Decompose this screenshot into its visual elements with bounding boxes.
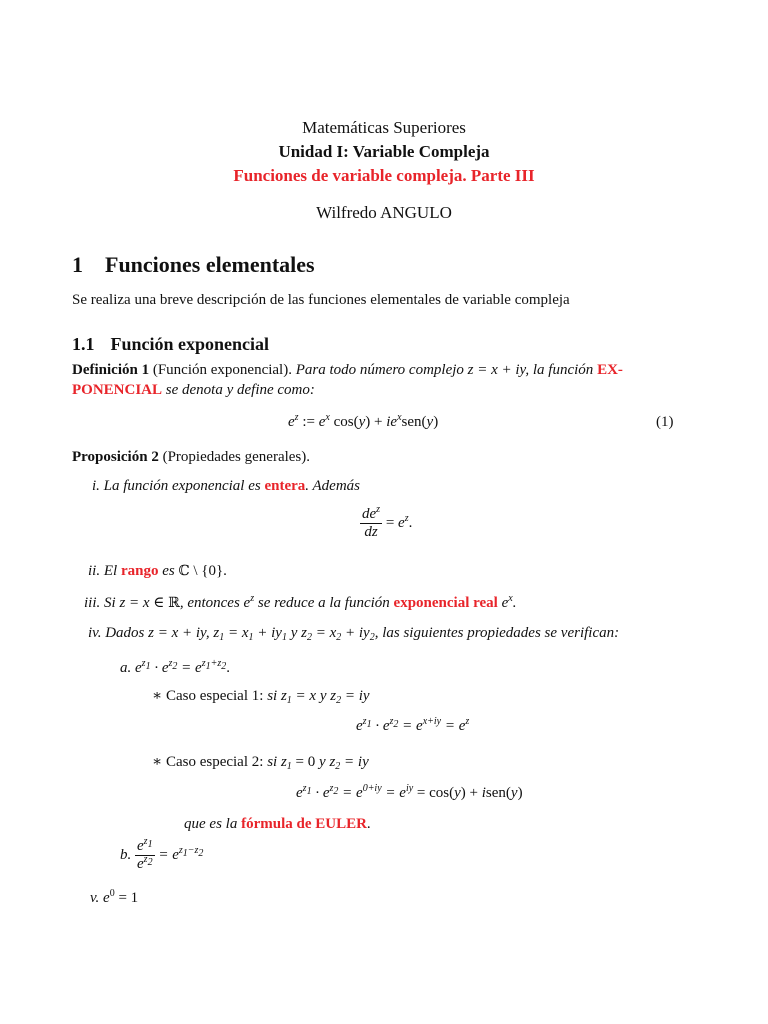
- item-i-text-b: . Además: [305, 478, 361, 494]
- item-ii-text-b: es: [162, 563, 175, 579]
- euler-line: que es la fórmula de EULER.: [184, 816, 371, 832]
- section-intro: Se realiza una breve descripción de las funciones elementales de variable compleja: [72, 292, 570, 308]
- special-case-1-y: y: [319, 688, 327, 704]
- special-case-2-equation: $e^{z_1} \cdot e^{z_2} = e^{0+iy} = e^{iy} = \cos(y)$ + isen(y): [296, 783, 523, 801]
- definition-highlight-1: EX-: [597, 362, 623, 378]
- item-i-text-a: La función exponencial es: [103, 478, 261, 494]
- proposition-heading: [72, 449, 310, 466]
- special-case-1-si: si: [267, 688, 278, 704]
- item-i-highlight: entera: [264, 478, 306, 494]
- special-case-2-y: y: [319, 754, 326, 770]
- item-i: [92, 478, 360, 495]
- item-iv-text-b: , las siguientes propiedades se verifican:: [374, 625, 620, 641]
- item-v-marker: v.: [90, 890, 100, 906]
- document-subtitle: Funciones de variable compleja. Parte III: [233, 166, 535, 185]
- item-i-marker: i.: [92, 478, 100, 494]
- special-case-2: ∗ Caso especial 2: si $z_1 = 0$ y $z_2$ = iy: [152, 754, 369, 772]
- item-ii-text-a: El: [103, 563, 118, 579]
- definition-text-a: Para todo número complejo: [295, 362, 464, 378]
- unit-title: Unidad I: Variable Compleja: [278, 142, 490, 161]
- math-z-def: z = x + iy: [467, 362, 526, 378]
- bullet-1: ∗: [152, 688, 163, 704]
- sub-item-b: b. $\frac{e^{z_1}}{e^{z_2}}$ = $e^{z_1-z_2}$: [120, 836, 204, 872]
- derivative-equation: $\frac{de^z}{dz}$ = $e^z$.: [362, 504, 413, 540]
- item-v: v. $e^0 = 1$: [90, 888, 139, 906]
- special-case-2-label: Caso especial 2:: [165, 754, 264, 770]
- definition-label: Definición 1: [72, 362, 150, 378]
- range-expression: ℂ \ {0}.: [178, 563, 227, 579]
- item-iii-text-c: se reduce a la función: [257, 595, 390, 611]
- item-ii: [88, 563, 227, 580]
- definition-paren: (Función exponencial).: [152, 362, 292, 378]
- item-iii-highlight: exponencial real: [393, 595, 498, 611]
- sub-item-a: a. $e^{z_1} \cdot e^{z_2} = e^{z_1+z_2}$.: [120, 658, 230, 676]
- item-iii: iii. Si z = x ∈ ℝ, entonces $e^z$ se reduce a la función exponencial real $e^x$.: [84, 593, 517, 611]
- course-title: Matemáticas Superiores: [302, 118, 466, 137]
- item-iv-marker: iv.: [88, 625, 102, 641]
- item-iii-text-b: , entonces: [179, 595, 240, 611]
- item-iv-text-a: Dados: [105, 625, 145, 641]
- sub-a-marker: a.: [120, 660, 132, 676]
- item-iii-text-a: Si: [104, 595, 116, 611]
- definition-line-2: [72, 382, 315, 399]
- item-iv-text-y: y: [290, 625, 298, 641]
- euler-text: que es la: [184, 816, 238, 832]
- proposition-paren: (Propiedades generales).: [162, 449, 311, 465]
- euler-highlight: fórmula de EULER: [241, 816, 367, 832]
- special-case-2-si: si: [267, 754, 278, 770]
- section-heading: [72, 252, 315, 278]
- section-number: 1: [72, 252, 83, 277]
- definition-highlight-2: PONENCIAL: [72, 382, 163, 398]
- proposition-label: Proposición 2: [72, 449, 159, 465]
- special-case-1-equation: $e^{z_1} \cdot e^{z_2} = e^{x+iy} = e^z$: [356, 716, 470, 734]
- subsection-number: 1.1: [72, 334, 95, 354]
- definition-text-b: , la función: [525, 362, 594, 378]
- item-iii-marker: iii.: [84, 595, 101, 611]
- definition-line-1: [72, 362, 623, 379]
- special-case-1: ∗ Caso especial 1: si $z_1 = x$ y $z_2$ = iy: [152, 688, 370, 706]
- definition-text-c: se denota y define como:: [165, 382, 315, 398]
- subsection-heading: [72, 334, 269, 355]
- subsection-title: Función exponencial: [110, 334, 270, 354]
- sub-b-marker: b.: [120, 847, 132, 863]
- special-case-1-label: Caso especial 1:: [165, 688, 264, 704]
- equation-number: (1): [656, 414, 674, 430]
- author-name: Wilfredo ANGULO: [316, 203, 452, 222]
- item-ii-marker: ii.: [88, 563, 101, 579]
- item-ii-highlight: rango: [120, 563, 159, 579]
- bullet-2: ∗: [152, 754, 163, 770]
- item-iv: iv. Dados z = x + iy, $z_1 = x_1 + iy_1$ y $z_2 = x_2 + iy_2$, las siguientes propiedades se verifican:: [88, 625, 620, 643]
- section-title: Funciones elementales: [105, 252, 315, 277]
- equation-1: $e^z$ := $e^x$ $\cos(y) + ie^xsen(y)$: [288, 412, 439, 430]
